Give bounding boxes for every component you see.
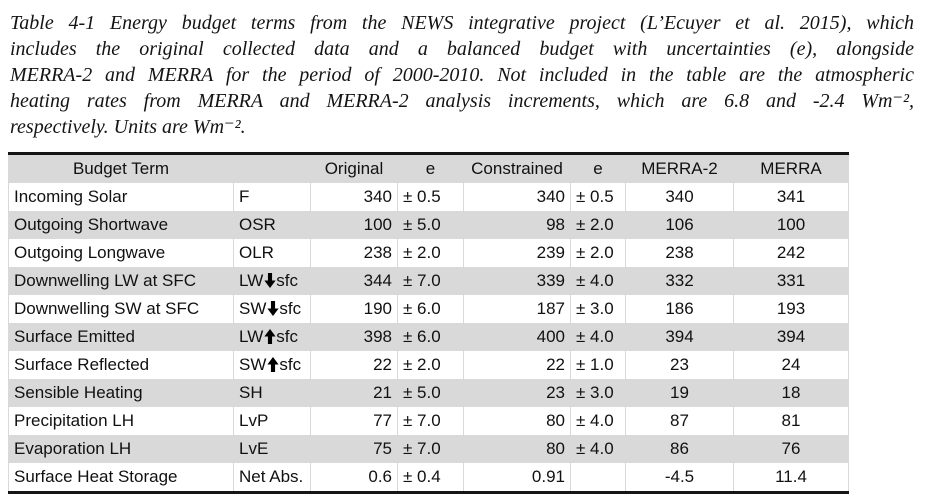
merra-value-cell: 394 [734, 323, 849, 351]
original-uncertainty-cell: ± 5.0 [398, 211, 464, 239]
constrained-uncertainty-cell: ± 2.0 [571, 211, 626, 239]
table-caption [0, 0, 914, 140]
original-value-cell: 22 [311, 351, 398, 379]
budget-term-cell: Outgoing Shortwave [9, 211, 234, 239]
header-row [9, 154, 849, 184]
budget-term-cell: Precipitation LH [9, 407, 234, 435]
constrained-uncertainty-cell: ± 2.0 [571, 239, 626, 267]
constrained-value-cell: 400 [464, 323, 571, 351]
original-uncertainty-cell: ± 0.5 [398, 183, 464, 211]
col-header-original: Original [311, 154, 398, 184]
original-value-cell: 0.6 [311, 463, 398, 493]
table-body [9, 183, 849, 493]
original-value-cell: 75 [311, 435, 398, 463]
table-row [9, 379, 849, 407]
budget-term-cell: Downwelling LW at SFC [9, 267, 234, 295]
original-value-cell: 398 [311, 323, 398, 351]
constrained-uncertainty-cell: ± 1.0 [571, 351, 626, 379]
budget-term-cell: Incoming Solar [9, 183, 234, 211]
budget-term-cell: Evaporation LH [9, 435, 234, 463]
original-uncertainty-cell: ± 0.4 [398, 463, 464, 493]
original-value-cell: 21 [311, 379, 398, 407]
caption-line: respectively. Units are Wm⁻². [10, 116, 246, 138]
constrained-value-cell: 340 [464, 183, 571, 211]
constrained-uncertainty-cell: ± 4.0 [571, 407, 626, 435]
merra-value-cell: 18 [734, 379, 849, 407]
merra2-value-cell: 106 [626, 211, 734, 239]
energy-budget-table [8, 152, 849, 494]
constrained-value-cell: 187 [464, 295, 571, 323]
original-value-cell: 344 [311, 267, 398, 295]
constrained-value-cell: 0.91 [464, 463, 571, 493]
caption-line: MERRA-2 and MERRA for the period of 2000-2010. Not included in the table are the atmospheric [10, 64, 914, 86]
caption-line: Table 4-1 Energy budget terms from the NEWS integrative project (L’Ecuyer et al. 2015), which [10, 12, 914, 34]
merra-value-cell: 331 [734, 267, 849, 295]
constrained-uncertainty-cell: ± 4.0 [571, 267, 626, 295]
merra2-value-cell: 23 [626, 351, 734, 379]
table-row [9, 267, 849, 295]
constrained-value-cell: 80 [464, 407, 571, 435]
merra-value-cell: 341 [734, 183, 849, 211]
down-arrow-icon [264, 273, 276, 288]
col-header-original-e: e [398, 154, 464, 184]
merra2-value-cell: 87 [626, 407, 734, 435]
constrained-uncertainty-cell: ± 0.5 [571, 183, 626, 211]
table-row [9, 295, 849, 323]
merra2-value-cell: 340 [626, 183, 734, 211]
col-header-merra: MERRA [734, 154, 849, 184]
merra-value-cell: 81 [734, 407, 849, 435]
original-value-cell: 100 [311, 211, 398, 239]
col-header-merra2: MERRA-2 [626, 154, 734, 184]
merra-value-cell: 24 [734, 351, 849, 379]
symbol-cell: Net Abs. [234, 463, 311, 493]
constrained-value-cell: 23 [464, 379, 571, 407]
constrained-value-cell: 239 [464, 239, 571, 267]
symbol-cell: OLR [234, 239, 311, 267]
table-row [9, 183, 849, 211]
original-value-cell: 340 [311, 183, 398, 211]
symbol-cell: LW sfc [234, 323, 311, 351]
original-value-cell: 190 [311, 295, 398, 323]
merra2-value-cell: 332 [626, 267, 734, 295]
table-row [9, 407, 849, 435]
merra-value-cell: 193 [734, 295, 849, 323]
constrained-value-cell: 339 [464, 267, 571, 295]
original-value-cell: 77 [311, 407, 398, 435]
original-uncertainty-cell: ± 6.0 [398, 323, 464, 351]
budget-term-cell: Surface Emitted [9, 323, 234, 351]
caption-line: heating rates from MERRA and MERRA-2 analysis increments, which are 6.8 and -2.4 Wm⁻², [10, 90, 914, 112]
caption-line: includes the original collected data and a balanced budget with uncertainties (e), alongside [10, 38, 914, 60]
merra-value-cell: 11.4 [734, 463, 849, 493]
budget-term-cell: Surface Heat Storage [9, 463, 234, 493]
constrained-value-cell: 80 [464, 435, 571, 463]
merra-value-cell: 100 [734, 211, 849, 239]
merra2-value-cell: -4.5 [626, 463, 734, 493]
merra2-value-cell: 238 [626, 239, 734, 267]
table-row [9, 463, 849, 493]
merra2-value-cell: 186 [626, 295, 734, 323]
symbol-cell: LW sfc [234, 267, 311, 295]
table-row [9, 211, 849, 239]
symbol-cell: F [234, 183, 311, 211]
table-row [9, 239, 849, 267]
budget-term-cell: Downwelling SW at SFC [9, 295, 234, 323]
original-uncertainty-cell: ± 7.0 [398, 267, 464, 295]
original-uncertainty-cell: ± 6.0 [398, 295, 464, 323]
down-arrow-icon [267, 301, 279, 316]
merra2-value-cell: 394 [626, 323, 734, 351]
table-row [9, 351, 849, 379]
col-header-budget-term: Budget Term [9, 154, 234, 184]
up-arrow-icon [267, 357, 279, 372]
original-uncertainty-cell: ± 2.0 [398, 351, 464, 379]
budget-term-cell: Sensible Heating [9, 379, 234, 407]
constrained-uncertainty-cell [571, 463, 626, 493]
symbol-cell: LvE [234, 435, 311, 463]
constrained-uncertainty-cell: ± 4.0 [571, 323, 626, 351]
symbol-cell: SH [234, 379, 311, 407]
budget-term-cell: Surface Reflected [9, 351, 234, 379]
col-header-symbol [234, 154, 311, 184]
symbol-cell: OSR [234, 211, 311, 239]
original-uncertainty-cell: ± 7.0 [398, 435, 464, 463]
merra-value-cell: 242 [734, 239, 849, 267]
merra2-value-cell: 86 [626, 435, 734, 463]
symbol-cell: SW sfc [234, 295, 311, 323]
original-uncertainty-cell: ± 2.0 [398, 239, 464, 267]
table-row [9, 323, 849, 351]
symbol-cell: SW sfc [234, 351, 311, 379]
constrained-uncertainty-cell: ± 3.0 [571, 379, 626, 407]
constrained-value-cell: 98 [464, 211, 571, 239]
merra-value-cell: 76 [734, 435, 849, 463]
original-value-cell: 238 [311, 239, 398, 267]
constrained-value-cell: 22 [464, 351, 571, 379]
table-row [9, 435, 849, 463]
budget-term-cell: Outgoing Longwave [9, 239, 234, 267]
up-arrow-icon [264, 329, 276, 344]
merra2-value-cell: 19 [626, 379, 734, 407]
symbol-cell: LvP [234, 407, 311, 435]
original-uncertainty-cell: ± 7.0 [398, 407, 464, 435]
col-header-constrained-e: e [571, 154, 626, 184]
constrained-uncertainty-cell: ± 4.0 [571, 435, 626, 463]
col-header-constrained: Constrained [464, 154, 571, 184]
constrained-uncertainty-cell: ± 3.0 [571, 295, 626, 323]
original-uncertainty-cell: ± 5.0 [398, 379, 464, 407]
